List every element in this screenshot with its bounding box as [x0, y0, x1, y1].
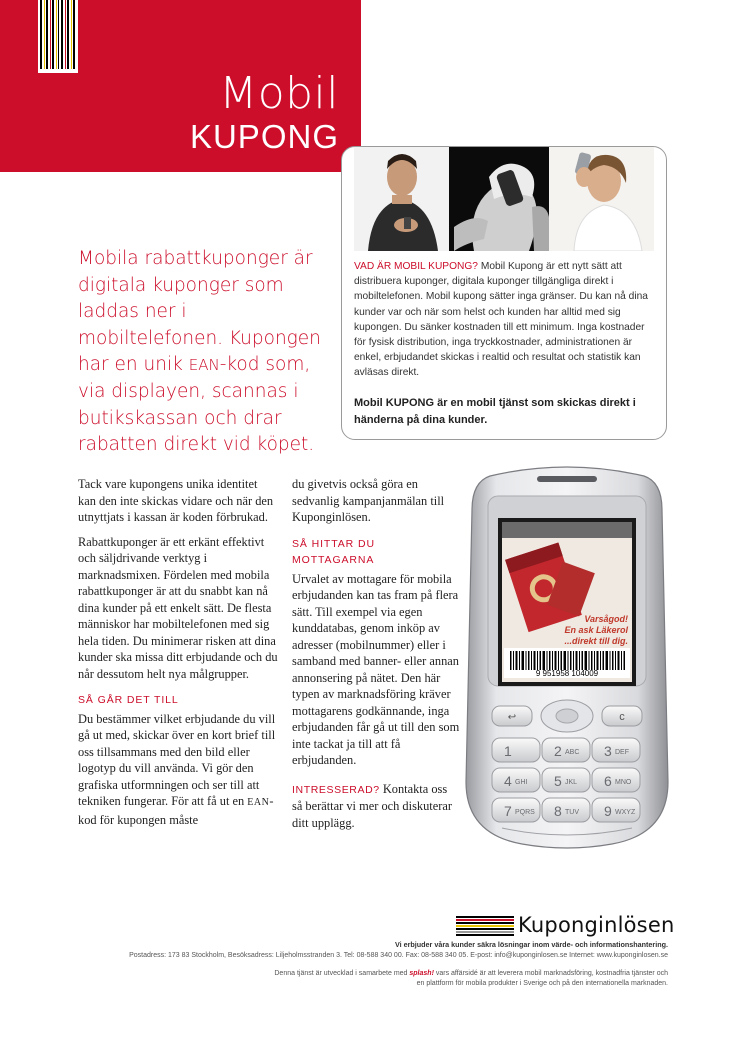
body-column-2 [292, 476, 460, 839]
phone-key-number: 2 [554, 743, 562, 759]
footer-note: Denna tjänst är utvecklad i samarbete med splash! vars affärsidé är att leverera mobil marknadsföring, kostnadfria tjänster och en plattform för mobila produkter i Sverige och på den internationella marknaden. [274, 970, 668, 987]
info-box-bold-text: Mobil KUPONG är en mobil tjänst som skickas direkt i händerna på dina kunder. [354, 397, 636, 426]
info-box [341, 146, 667, 440]
info-box-body: Mobil Kupong är ett nytt sätt att distribuera kuponger, digitala kuponger tillgängliga direkt i mobiltelefonen. Mobil kupong sätter inga gränser. Du kan nå dina kunder var och när som helst och kunden har alltid med sig kupongen. Du sänker kostnaden till ett minimum. Inga kostnader för fysisk distribution, inga tryckkostnader, administrationen är enkel, erbjudandet skickas i realtid och resultat och statistik kan avläsas direkt. [354, 261, 648, 379]
phone-key-number: 5 [554, 773, 562, 789]
hero-title-kupong: KUPONG [189, 118, 339, 155]
phone-key-number: 9 [604, 803, 612, 819]
col2-paragraph-1: du givetvis också göra en sedvanlig kampanjanmälan till Kuponginlösen. [292, 477, 445, 524]
info-box-heading: VAD ÄR MOBIL KUPONG? [354, 261, 478, 272]
svg-text:Varsågod!: Varsågod! [584, 614, 628, 624]
phone-key-letters: JKL [565, 779, 578, 786]
body-column-1 [78, 476, 278, 836]
phone-key-number: 8 [554, 803, 562, 819]
col1-paragraph-3: Du bestämmer vilket erbjudande du vill gå ut med, skickar över en kort brief till oss tillsammans med den bild eller logotyp du vill använda. Vi gör den grafiska utformningen och ser till att tekniken fungerar. För att få ut en EAN-kod för kupongen måste [78, 711, 276, 827]
barcode-number: 9 951958 104009 [535, 669, 599, 678]
hero-title-mobil: Mobil [219, 68, 339, 119]
interest-label: INTRESSERAD? [292, 783, 380, 796]
footer-address: Postadress: 173 83 Stockholm, Besöksadress: Liljeholmsstranden 3. Tel: 08-588 340 00. Fax: 08-588 340 05. E-post: info@kuponginlosen.se Internet: www.kuponginlosen.se [129, 952, 668, 959]
phone-key-1 [492, 738, 540, 762]
phone-key-letters: TUV [565, 809, 579, 816]
phone-key-letters: ABC [565, 749, 580, 756]
phone-key-letters: WXYZ [615, 809, 636, 816]
splash-logo: splash! [409, 970, 434, 977]
col1-paragraph-1: Tack vare kupongens unika identitet kan den inte skickas vidare och när den utnyttjats i kassan är koden förbrukad. [78, 477, 274, 524]
svg-text:↩: ↩ [507, 712, 517, 723]
people-with-phones-photo [354, 147, 654, 251]
hero-banner [0, 0, 361, 172]
phone-key-letters: GHI [515, 779, 528, 786]
kuponginlosen-logo-icon [456, 916, 514, 936]
phone-key-number: 3 [604, 743, 612, 759]
phone-key-letters: MNO [615, 779, 632, 786]
footer-brand-name: Kuponginlösen [518, 913, 675, 937]
barcode-logo-icon [38, 0, 78, 73]
phone-key-letters: PQRS [515, 809, 535, 816]
col1-paragraph-2: Rabattkuponger är ett erkänt effektivt och säljdrivande verktyg i marknadsmixen. Fördelen med mobila rabattkuponger är att du snabbt kan nå dina kunder på ett enkelt sätt. De flesta människor har mobiltelefonen med sig hela tiden. Du minimerar risken att dina kunder ska missa ditt erbjudande och du når dessutom helt nya målgrupper. [78, 534, 278, 681]
svg-text:...direkt till dig.: ...direkt till dig. [564, 636, 628, 646]
col1-heading: SÅ GÅR DET TILL [78, 694, 179, 706]
col2-paragraph-2: Urvalet av mottagare för mobila erbjudanden kan tas fram på flera sätt. Till exempel via egen kunddatabas, genom inköp av adresser (mobilnummer) eller i samband med banner- eller annan annonsering på nätet. Den här typen av marknadsföring kräver mottagarens godkännande, inga erbjudanden får gå ut till den som inte tackat ja till att få erbjudanden. [292, 571, 460, 767]
phone-key-number: 7 [504, 803, 512, 819]
phone-key-letters: DEF [615, 749, 629, 756]
phone-key-number: 1 [504, 743, 512, 759]
lead-paragraph: Mobila rabattkuponger är digitala kuponger som laddas ner i mobiltelefonen. Kupongen har en unik EAN-kod som, via displayen, scannas i butikskassan och drar rabatten direkt vid köpet. [78, 248, 321, 456]
phone-key-number: 6 [604, 773, 612, 789]
mobile-phone-illustration [462, 462, 672, 850]
svg-text:c: c [619, 711, 625, 723]
phone-key-number: 4 [504, 773, 512, 789]
phone-keypad [492, 738, 640, 822]
footer-tagline: Vi erbjuder våra kunder säkra lösningar inom värde- och informationshantering. [394, 940, 668, 949]
col2-interest-paragraph: INTRESSERAD? Kontakta oss så berättar vi mer och diskuterar ditt upplägg. [292, 781, 452, 830]
info-box-text [354, 259, 654, 381]
col2-heading: SÅ HITTAR DU MOTTAGARNA [292, 537, 375, 566]
svg-text:En ask Läkerol: En ask Läkerol [564, 625, 628, 635]
